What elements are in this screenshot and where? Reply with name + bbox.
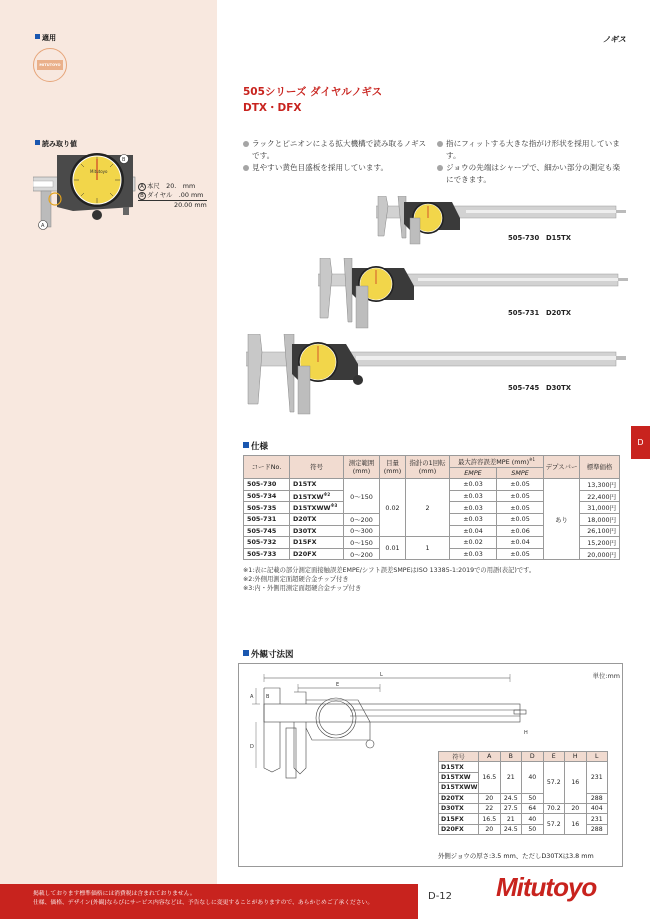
dim-header: 符号 [439, 752, 479, 762]
product-caption: 505-731 D20TX [508, 309, 571, 317]
svg-text:D: D [250, 744, 254, 750]
note-line: ※2:外側用測定面超硬合金チップ付き [243, 576, 349, 583]
svg-text:L: L [380, 672, 383, 678]
table-row: D20TX 20 24.5 50 288 [439, 793, 608, 803]
table-row: D15TXWW [439, 783, 608, 793]
header-code: コードNo. [244, 456, 290, 479]
product-title: 505シリーズ ダイヤルノギス [243, 86, 383, 98]
unit-label: 単位:mm [592, 672, 620, 680]
category-label: ノギス [602, 35, 626, 44]
caliper-image-d30tx [246, 334, 626, 418]
header-smpe: SMPE [497, 467, 544, 479]
svg-text:H: H [524, 730, 528, 736]
header-range: 測定範囲 (mm) [344, 456, 380, 479]
caliper-image-d15tx [376, 196, 626, 258]
reading-values [138, 182, 207, 210]
applicable-stamp-icon: MITUTOYO [33, 48, 67, 82]
reading-row-b: B ダイヤル .00 mm [138, 191, 207, 200]
header-symbol: 符号 [290, 456, 344, 479]
reading-row-a: A 本尺 20. mm [138, 182, 207, 191]
table-row: 505-732 D15FX 0〜150 0.01 1 ±0.02 ±0.04 15,200円 [244, 537, 620, 549]
table-row: D15FX 16.5 21 40 57.2 16 231 [439, 814, 608, 824]
dim-header: A [479, 752, 501, 762]
table-row: D15TX 16.5 21 40 57.2 16 231 [439, 762, 608, 772]
dim-header: H [565, 752, 587, 762]
svg-text:A: A [250, 694, 254, 700]
feature-item: 見やすい黄色目盛板を採用しています。 [243, 162, 433, 174]
table-row: D20FX 20 24.5 50 288 [439, 824, 608, 834]
reading-total: 20.00 mm [138, 200, 207, 210]
note-line: ※3:内・外側用測定面超硬合金チップ付き [243, 585, 362, 592]
dim-header: D [522, 752, 544, 762]
spec-heading: 仕様 [243, 440, 268, 452]
table-row: 505-745 D30TX 0〜300 ±0.04 ±0.06 26,100円 [244, 525, 620, 537]
dimensions-heading: 外観寸法図 [243, 648, 294, 660]
section-tab: D [631, 426, 650, 459]
product-caption: 505-745 D30TX [508, 384, 571, 392]
svg-text:B: B [266, 694, 270, 700]
table-row: 505-734 D15TXW$^{※2}$ ±0.03 ±0.05 22,400円 [244, 490, 620, 502]
table-row: 505-733 D20FX 0〜200 ±0.03 ±0.05 20,000円 [244, 548, 620, 560]
header-depth: デプスバー [544, 456, 580, 479]
header-price: 標準価格 [580, 456, 620, 479]
table-row: 505-735 D15TXWW$^{※3}$ ±0.03 ±0.05 31,000円 [244, 502, 620, 514]
table-row: 505-730 D15TX 0〜150 0.02 2 ±0.03 ±0.05 あり 13,300円 [244, 479, 620, 491]
feature-item: 指にフィットする大きな指がけ形状を採用しています。 [437, 138, 625, 162]
spec-table [243, 455, 620, 560]
mitutoyo-logo: Mitutoyo [496, 872, 597, 902]
dimension-table [438, 751, 608, 835]
feature-list-left [243, 138, 433, 174]
svg-text:E: E [336, 682, 340, 688]
page-number: D-12 [428, 891, 453, 902]
dim-header: E [543, 752, 565, 762]
table-row: 505-731 D20TX 0〜200 ±0.03 ±0.05 18,000円 [244, 513, 620, 525]
header-empe: EMPE [450, 467, 497, 479]
table-row: D30TX 22 27.5 64 70.2 20 404 [439, 803, 608, 813]
applicable-heading: 適用 [35, 33, 56, 43]
reading-illustration [33, 147, 137, 237]
dim-header: L [586, 752, 608, 762]
header-grad: 目量 (mm) [380, 456, 406, 479]
left-sidebar [0, 0, 217, 919]
dimension-note: 外側ジョウの厚さ:3.5 mm、ただしD30TXは3.8 mm [438, 852, 594, 860]
feature-list-right [437, 138, 625, 186]
caliper-image-d20tx [318, 258, 628, 334]
header-rev: 指針の1回転 (mm) [406, 456, 450, 479]
product-caption: 505-730 D15TX [508, 234, 571, 242]
feature-item: ジョウの先端はシャープで、細かい部分の測定も楽にできます。 [437, 162, 625, 186]
svg-text:B: B [122, 157, 126, 163]
header-mpe: 最大許容誤差MPE (mm)$^{※1}$ [450, 456, 544, 468]
svg-text:A: A [41, 223, 45, 229]
note-line: ※1:表に記載の部分測定面接触誤差EMPE/シフト誤差SMPEはISO 13385-1:2019での用語(表記)です。 [243, 567, 536, 574]
spec-notes [243, 566, 535, 593]
dim-header: B [500, 752, 522, 762]
footer-disclaimer: 掲載しております標準価格には消費税は含まれておりません。 仕様、価格、デザイン(外観)ならびにサービス内容などは、予告なしに変更することがありますので、あらかじめご了承ください。 [0, 884, 418, 919]
reading-heading: 読み取り値 [35, 139, 77, 149]
table-row: D15TXW [439, 772, 608, 782]
svg-text:Mitutoyo: Mitutoyo [90, 169, 108, 174]
feature-item: ラックとピニオンによる拡大機構で読み取るノギスです。 [243, 138, 433, 162]
product-subtitle: DTX・DFX [243, 102, 302, 114]
